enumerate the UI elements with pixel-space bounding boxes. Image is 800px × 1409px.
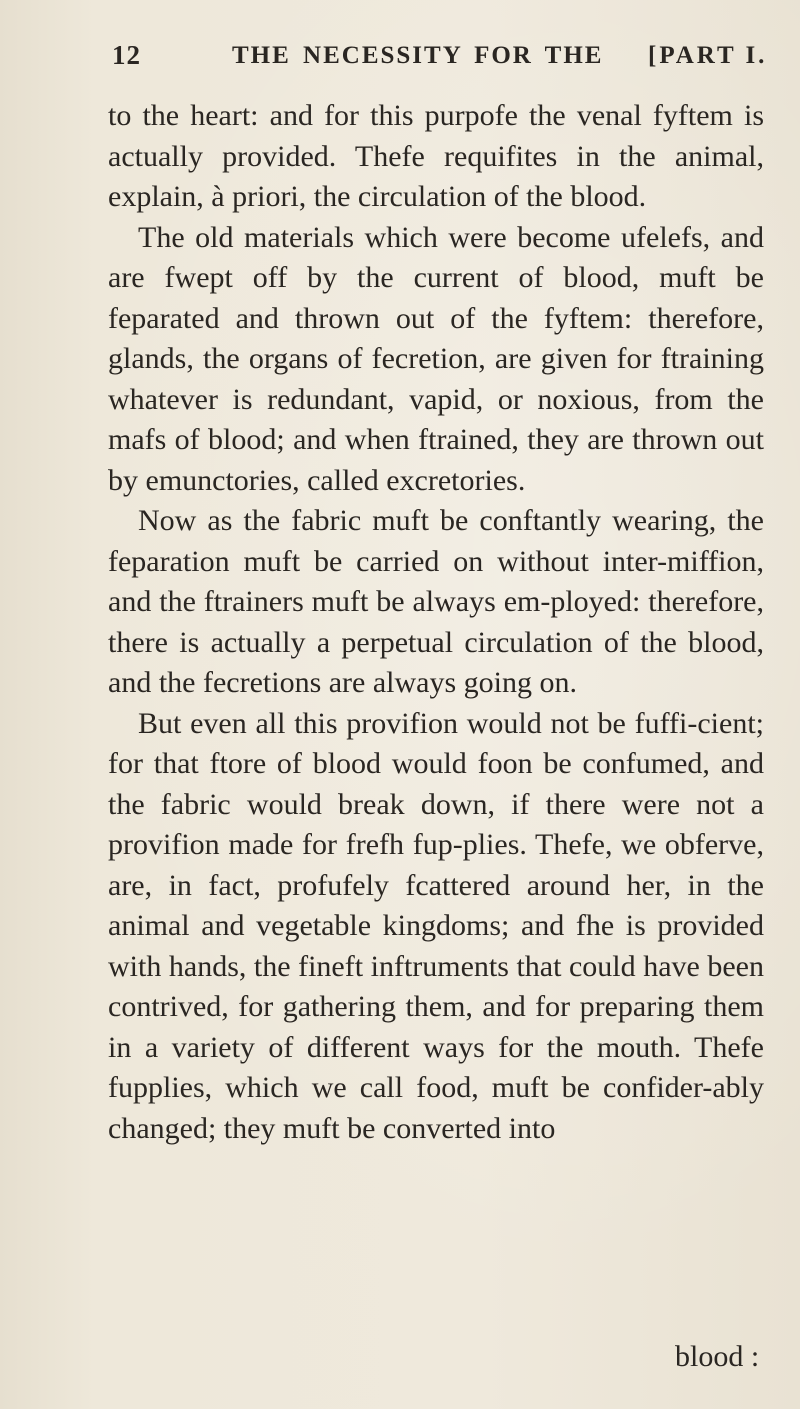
page-header <box>112 40 792 80</box>
paragraph-3: Now as the fabric muft be conftantly wearing, the feparation muft be carried on without inter-miffion, and the ftrainers muft be always em-ployed: therefore, there is actually a perpetual circulation of the blood, and the fecretions are always going on. <box>108 504 764 699</box>
catchword: blood : <box>675 1340 760 1373</box>
part-label: [PART I. <box>648 42 768 69</box>
page-number: 12 <box>112 40 141 70</box>
paragraph-4: But even all this provifion would not be fuffi-cient; for that ftore of blood would foon be confumed, and the fabric would break down, if there were not a provifion made for frefh fup-plies. Thefe, we obferve, are, in fact, profufely fcattered around her, in the animal and vegetable kingdoms; and fhe is provided with hands, the fineft inftruments that could have been contrived, for gathering them, and for preparing them in a variety of different ways for the mouth. Thefe fupplies, which we call food, muft be confider-ably changed; they muft be converted into <box>108 706 764 1145</box>
paragraph-1: to the heart: and for this purpofe the venal fyftem is actually provided. Thefe requifites in the animal, explain, à priori, the circulation of the blood. <box>108 99 764 213</box>
running-head: THE NECESSITY FOR THE <box>232 42 604 69</box>
body-text <box>108 96 764 1149</box>
paragraph-2: The old materials which were become ufelefs, and are fwept off by the current of blood, muft be feparated and thrown out of the fyftem: therefore, glands, the organs of fecretion, are given for ftraining whatever is redundant, vapid, or noxious, from the mafs of blood; and when ftrained, they are thrown out by emunctories, called excretories. <box>108 220 764 497</box>
